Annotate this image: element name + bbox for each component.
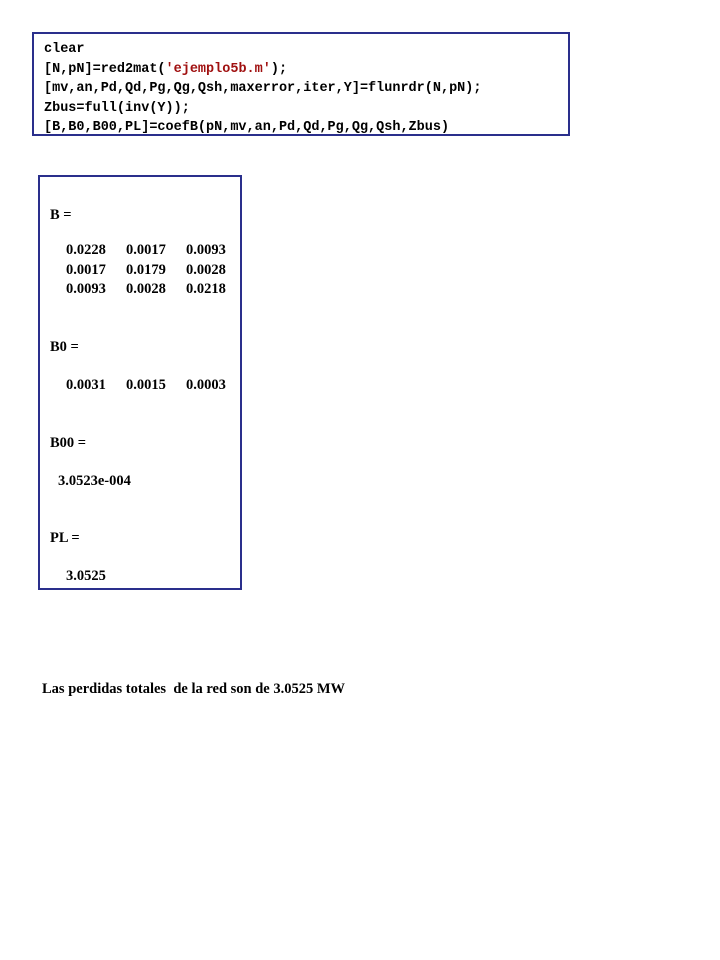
b-matrix-label: B = — [50, 207, 72, 223]
pl-value: 3.0525 — [66, 568, 106, 584]
b-matrix-row — [66, 241, 246, 259]
code-line-clear: clear — [44, 42, 85, 57]
code-line-red2mat — [44, 60, 568, 80]
b0-cell: 0.0015 — [126, 377, 166, 393]
b0-row — [66, 376, 246, 394]
matrix-cell: 0.0228 — [66, 242, 106, 258]
b00-value: 3.0523e-004 — [58, 473, 131, 489]
matrix-cell: 0.0028 — [186, 262, 226, 278]
matrix-cell: 0.0093 — [186, 242, 226, 258]
b00-label: B00 = — [50, 435, 87, 451]
pl-label: PL = — [50, 530, 80, 546]
matrix-cell: 0.0017 — [126, 242, 166, 258]
code-line-flunrdr: [mv,an,Pd,Qd,Pg,Qg,Qsh,maxerror,iter,Y]=flunrdr(N,pN); — [44, 81, 482, 96]
code-line-red2mat-post: ); — [270, 61, 288, 77]
matrix-cell: 0.0179 — [126, 262, 166, 278]
code-block — [32, 32, 570, 136]
matrix-cell: 0.0093 — [66, 281, 106, 297]
matrix-cell: 0.0017 — [66, 262, 106, 278]
code-line-coefb: [B,B0,B00,PL]=coefB(pN,mv,an,Pd,Qd,Pg,Qg,Qsh,Zbus) — [44, 120, 450, 135]
b0-cell: 0.0003 — [186, 377, 226, 393]
b-matrix-row — [66, 261, 246, 279]
matrix-cell: 0.0218 — [186, 281, 226, 297]
b-matrix-row — [66, 280, 246, 298]
b0-label: B0 = — [50, 339, 79, 355]
code-line-zbus: Zbus=full(inv(Y)); — [44, 100, 190, 116]
code-string-literal: 'ejemplo5b.m' — [165, 61, 271, 77]
matrix-cell: 0.0028 — [126, 281, 166, 297]
losses-summary: Las perdidas totales de la red son de 3.0525 MW — [42, 681, 346, 697]
output-block — [38, 175, 242, 590]
b0-cell: 0.0031 — [66, 377, 106, 393]
code-line-red2mat-pre: [N,pN]=red2mat( — [44, 61, 166, 77]
